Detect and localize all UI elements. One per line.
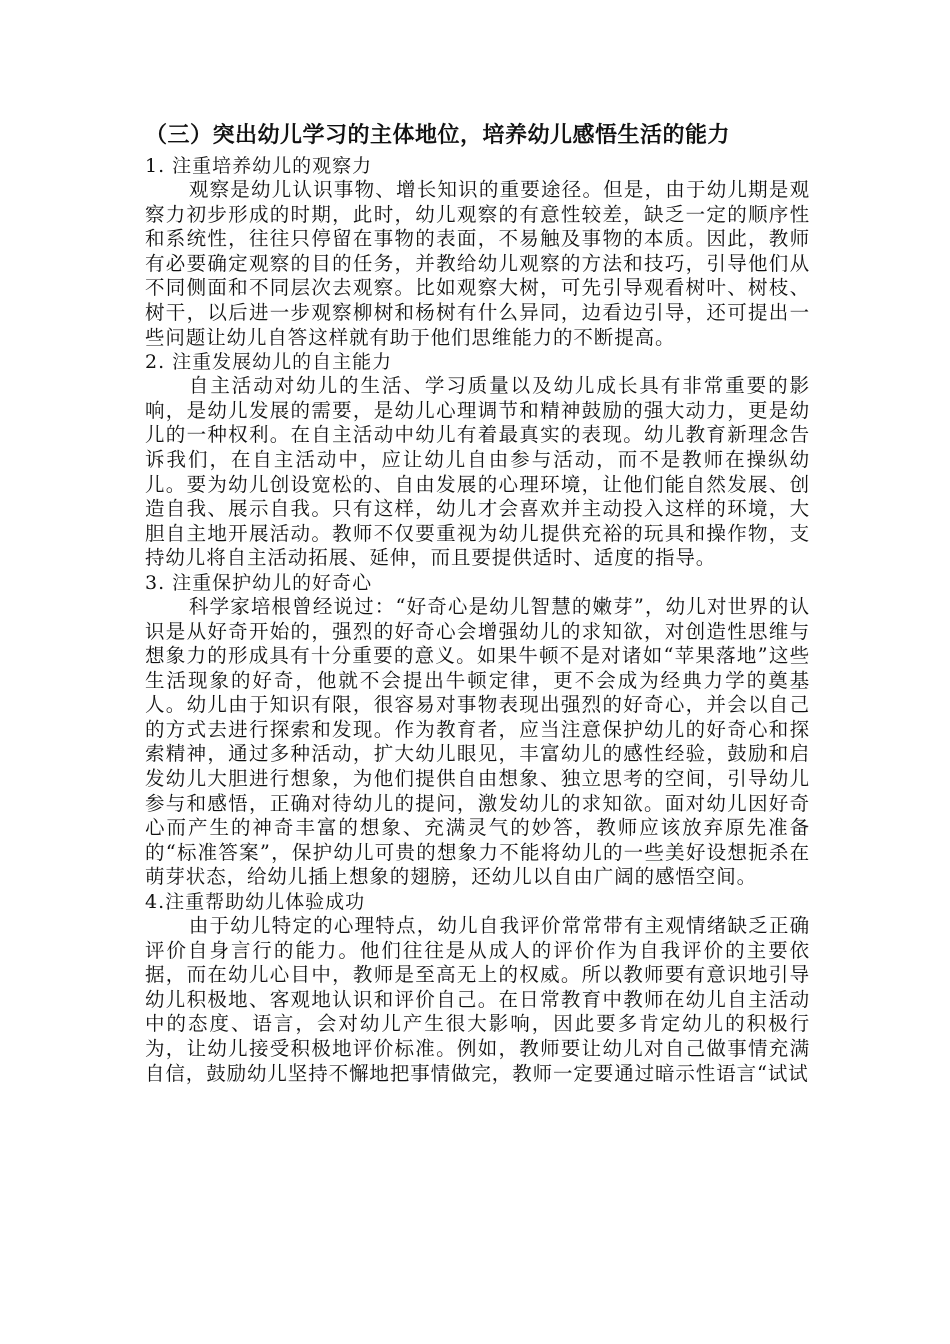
subsection-success (145, 890, 810, 1086)
subsection-autonomy (145, 350, 810, 571)
section-heading: （三）突出幼儿学习的主体地位，培养幼儿感悟生活的能力 (145, 123, 731, 148)
paragraph: 自主活动对幼儿的生活、学习质量以及幼儿成长具有非常重要的影响，是幼儿发展的需要，是幼儿心理调节和精神鼓励的强大动力，更是幼儿的一种权利。在自主活动中幼儿有着最真实的表现。幼儿教育新理念告诉我们，在自主活动中，应让幼儿自由参与活动，而不是教师在操纵幼儿。要为幼儿创设宽松的、自由发展的心理环境，让他们能自然发展、创造自我、展示自我。只有这样，幼儿才会喜欢并主动投入这样的环境，大胆自主地开展活动。教师不仅要重视为幼儿提供充裕的玩具和操作物，支持幼儿将自主活动拓展、延伸，而且要提供适时、适度的指导。 (145, 374, 810, 570)
subsection-observation (145, 154, 810, 350)
subsection-title: 3. 注重保护幼儿的好奇心 (145, 571, 373, 594)
paragraph: 观察是幼儿认识事物、增长知识的重要途径。但是，由于幼儿期是观察力初步形成的时期，此时，幼儿观察的有意性较差，缺乏一定的顺序性和系统性，往往只停留在事物的表面，不易触及事物的本质。因此，教师有必要确定观察的目的任务，并教给幼儿观察的方法和技巧，引导他们从不同侧面和不同层次去观察。比如观察大树，可先引导观看树叶、树枝、树干，以后进一步观察柳树和杨树有什么异同，边看边引导，还可提出一些问题让幼儿自答这样就有助于他们思维能力的不断提高。 (145, 178, 810, 349)
subsection-title: 1. 注重培养幼儿的观察力 (145, 155, 373, 177)
paragraph: 由于幼儿特定的心理特点，幼儿自我评价常常带有主观情绪缺乏正确评价自身言行的能力。他们往往是从成人的评价作为自我评价的主要依据，而在幼儿心目中，教师是至高无上的权威。所以教师要有意识地引导幼儿积极地、客观地认识和评价自己。在日常教育中教师在幼儿自主活动中的态度、语言，会对幼儿产生很大影响，因此要多肯定幼儿的积极行为，让幼儿接受积极地评价标准。例如，教师要让幼儿对自己做事情充满自信，鼓励幼儿坚持不懈地把事情做完，教师一定要通过暗示性语言“试试 (145, 914, 810, 1085)
subsection-title: 2. 注重发展幼儿的自主能力 (145, 351, 393, 374)
paragraph: 科学家培根曾经说过：“好奇心是幼儿智慧的嫩芽”，幼儿对世界的认识是从好奇开始的，强烈的好奇心会增强幼儿的求知欲，对创造性思维与想象力的形成具有十分重要的意义。如果牛顿不是对诸如“苹果落地”这些生活现象的好奇，他就不会提出牛顿定律，更不会成为经典力学的奠基人。幼儿由于知识有限，很容易对事物表现出强烈的好奇心，并会以自己的方式去进行探索和发现。作为教育者，应当注意保护幼儿的好奇心和探索精神，通过多种活动，扩大幼儿眼见，丰富幼儿的感性经验，鼓励和启发幼儿大胆进行想象，为他们提供自由想象、独立思考的空间，引导幼儿参与和感悟，正确对待幼儿的提问，激发幼儿的求知欲。面对幼儿因好奇心而产生的神奇丰富的想象、充满灵气的妙答，教师应该放弃原先准备的“标准答案”，保护幼儿可贵的想象力不能将幼儿的一些美好设想扼杀在萌芽状态，给幼儿插上想象的翅膀，还幼儿以自由广阔的感悟空间。 (145, 594, 810, 889)
subsection-title: 4.注重帮助幼儿体验成功 (145, 891, 366, 914)
document-page (145, 118, 810, 1086)
subsection-curiosity (145, 571, 810, 890)
